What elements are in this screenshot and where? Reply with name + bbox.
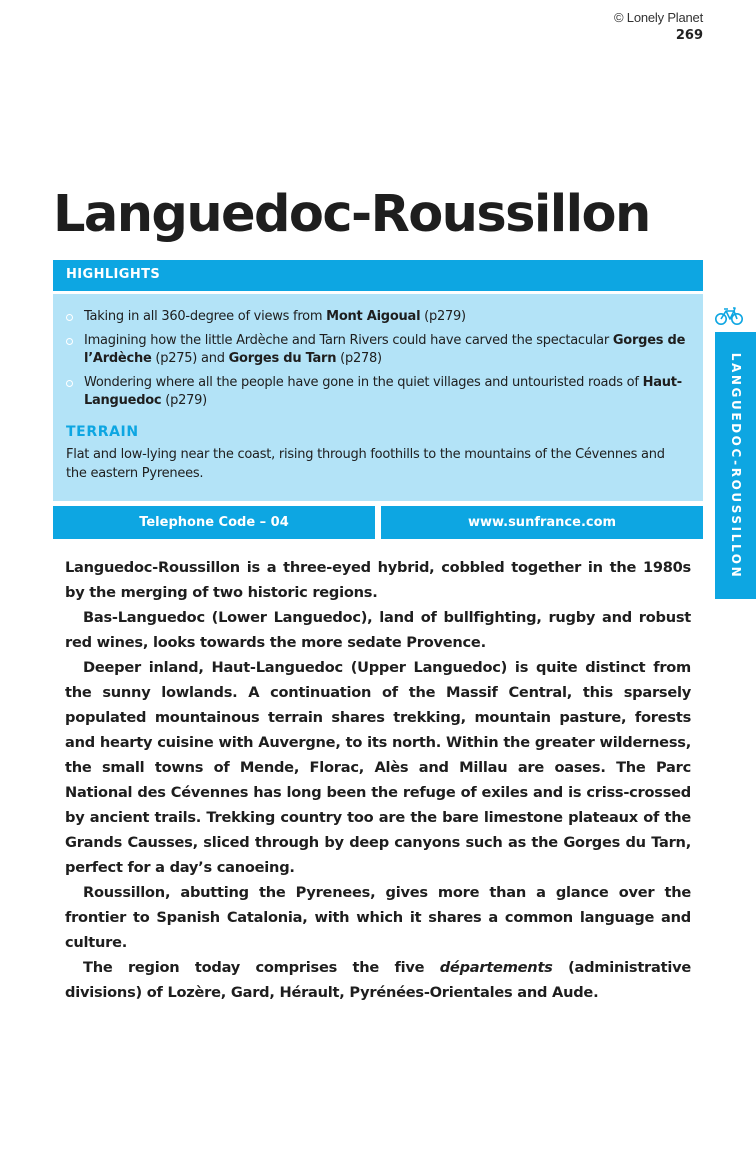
- terrain-text: Flat and low-lying near the coast, rising through foothills to the mountains of the Cévennes and the eastern Pyrenees.: [66, 447, 665, 481]
- body-text: [65, 555, 691, 1005]
- highlight-place: Mont Aigoual: [326, 309, 421, 324]
- paragraph: [65, 955, 691, 1005]
- chapter-tab-label: LANGUEDOC-ROUSSILLON: [728, 352, 743, 579]
- highlight-place: Gorges de l’Ardèche: [84, 333, 686, 366]
- highlight-ref: (p279): [420, 309, 466, 324]
- paragraph-emphasis: départements: [439, 959, 553, 976]
- paragraph: Roussillon, abutting the Pyrenees, gives more than a glance over the frontier to Spanish Catalonia, with which it shares a common language and culture.: [65, 884, 691, 951]
- highlight-text: Taking in all 360-degree of views from: [84, 309, 327, 324]
- bullet-icon: [66, 380, 73, 387]
- chapter-tab[interactable]: [715, 332, 756, 599]
- highlight-text: Imagining how the little Ardèche and Tarn Rivers could have carved the spectacular: [84, 333, 613, 348]
- page-title: Languedoc-Roussillon: [53, 185, 650, 244]
- paragraph-text: The region today comprises the five: [83, 959, 440, 976]
- bullet-icon: [66, 314, 73, 321]
- paragraph: Languedoc-Roussillon is a three-eyed hybrid, cobbled together in the 1980s by the merging of two historic regions.: [65, 559, 691, 601]
- paragraph-text: (administrative divisions) of Lozère, Gard, Hérault, Pyrénées-Orientales and Aude.: [65, 959, 691, 1001]
- telephone-code: Telephone Code – 04: [53, 506, 375, 539]
- paragraph: Deeper inland, Haut-Languedoc (Upper Languedoc) is quite distinct from the sunny lowlands. A continuation of the Massif Central, this sparsely populated mountainous terrain shares trekking, mountain pasture, forests and hearty cuisine with Auvergne, to its north. Within the greater wilderness, the small towns of Mende, Florac, Alès and Millau are oases. The Parc National des Cévennes has long been the refuge of exiles and is criss-crossed by ancient trails. Trekking country too are the bare limestone plateaux of the Grands Causses, sliced through by deep canyons such as the Gorges du Tarn, perfect for a day’s canoeing.: [65, 659, 691, 876]
- highlights-header: [53, 260, 703, 291]
- terrain-heading: TERRAIN: [66, 424, 139, 440]
- copyright-notice: © Lonely Planet: [614, 10, 703, 25]
- highlight-item: [53, 374, 703, 410]
- highlight-ref: (p279): [161, 393, 207, 408]
- highlight-item: [53, 332, 703, 368]
- highlight-ref: (p278): [336, 351, 382, 366]
- page-header: [614, 10, 703, 44]
- highlight-text: Wondering where all the people have gone in the quiet villages and untouristed roads of: [84, 375, 643, 390]
- highlights-heading: HIGHLIGHTS: [66, 267, 161, 282]
- bicycle-icon: [714, 306, 744, 330]
- page-number: 269: [675, 28, 703, 43]
- highlights-box: [53, 294, 703, 501]
- highlights-list: [53, 308, 703, 416]
- highlight-ref: (p275) and: [151, 351, 229, 366]
- website-link[interactable]: www.sunfrance.com: [381, 506, 703, 539]
- highlight-item: [53, 308, 703, 326]
- highlight-place: Gorges du Tarn: [228, 351, 337, 366]
- highlight-place: Haut-Languedoc: [84, 375, 682, 408]
- bullet-icon: [66, 338, 73, 345]
- paragraph: Bas-Languedoc (Lower Languedoc), land of bullfighting, rugby and robust red wines, looks towards the more sedate Provence.: [65, 609, 691, 651]
